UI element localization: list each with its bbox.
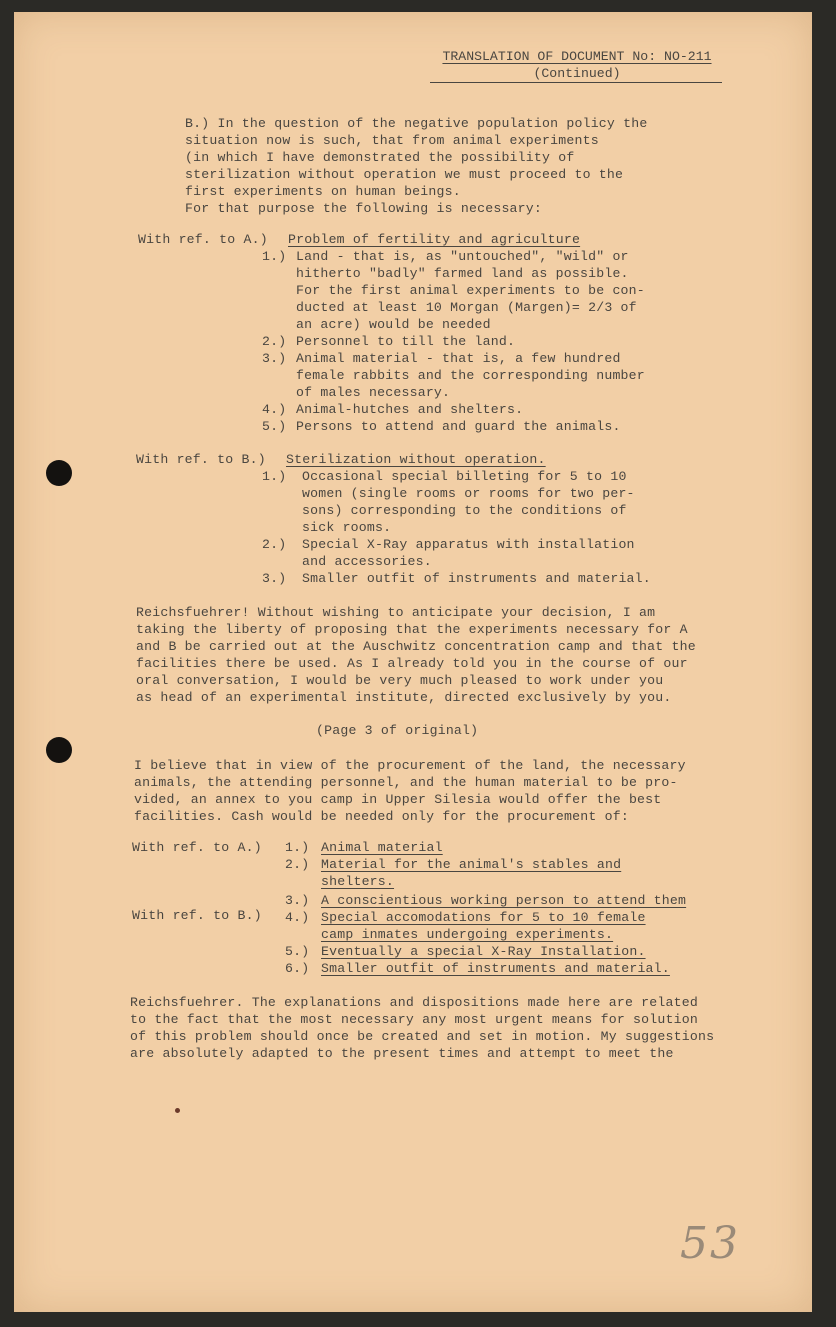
header-subtitle: (Continued) xyxy=(533,66,621,81)
punch-hole-bottom xyxy=(46,737,72,763)
ref-a-text: Animal-hutches and shelters. xyxy=(296,402,524,417)
ref-b-num: 2.) xyxy=(262,537,287,552)
believe-line: vided, an annex to you camp in Upper Silesia would offer the best xyxy=(134,792,662,807)
para-b-line: sterilization without operation we must proceed to the xyxy=(185,167,624,182)
believe-line: animals, the attending personnel, and the human material to be pro- xyxy=(134,775,678,790)
cash-text: shelters. xyxy=(321,874,395,889)
document-header xyxy=(432,48,722,82)
cash-text: A conscientious working person to attend them xyxy=(321,893,687,908)
ref-a-text: Land - that is, as "untouched", "wild" or xyxy=(296,249,629,264)
page-note: (Page 3 of original) xyxy=(316,723,479,738)
ref-b-heading: Sterilization without operation. xyxy=(286,452,546,467)
reichs1-line: facilities there be used. As I already told you in the course of our xyxy=(136,656,688,671)
ref-a-prefix: With ref. to A.) xyxy=(138,232,268,247)
ref-a-text: For the first animal experiments to be con- xyxy=(296,283,645,298)
ref-b-num: 1.) xyxy=(262,469,287,484)
reichs2-line: to the fact that the most necessary any most urgent means for solution xyxy=(130,1012,698,1027)
reichs1-line: and B be carried out at the Auschwitz concentration camp and that the xyxy=(136,639,696,654)
cash-num: 5.) xyxy=(285,944,310,959)
believe-line: I believe that in view of the procurement of the land, the necessary xyxy=(134,758,686,773)
reichs2-line: are absolutely adapted to the present times and attempt to meet the xyxy=(130,1046,674,1061)
cash-num: 3.) xyxy=(285,893,310,908)
para-b-line: For that purpose the following is necessary: xyxy=(185,201,543,216)
ref-a-text: Personnel to till the land. xyxy=(296,334,516,349)
reichs1-line: oral conversation, I would be very much pleased to work under you xyxy=(136,673,664,688)
cash-text: Smaller outfit of instruments and material. xyxy=(321,961,670,976)
ref-a-num: 5.) xyxy=(262,419,287,434)
ref-a-text: of males necessary. xyxy=(296,385,451,400)
ref-a-text: hitherto "badly" farmed land as possible. xyxy=(296,266,629,281)
cash-text: Special accomodations for 5 to 10 female xyxy=(321,910,646,925)
ink-spot xyxy=(175,1108,180,1113)
ref-b-text: women (single rooms or rooms for two per- xyxy=(302,486,635,501)
reichs1-line: taking the liberty of proposing that the experiments necessary for A xyxy=(136,622,688,637)
ref-b-text: sick rooms. xyxy=(302,520,392,535)
header-rule xyxy=(430,82,722,83)
punch-hole-top xyxy=(46,460,72,486)
para-b-line: situation now is such, that from animal experiments xyxy=(185,133,599,148)
cash-num: 1.) xyxy=(285,840,310,855)
ref-a-text: Animal material - that is, a few hundred xyxy=(296,351,621,366)
ref-b-prefix: With ref. to B.) xyxy=(136,452,266,467)
header-title: TRANSLATION OF DOCUMENT No: NO-211 xyxy=(442,49,712,64)
ref-b-num: 3.) xyxy=(262,571,287,586)
ref-a-num: 3.) xyxy=(262,351,287,366)
cash-num: 4.) xyxy=(285,910,310,925)
ref-a-text: ducted at least 10 Morgan (Margen)= 2/3 of xyxy=(296,300,637,315)
ref-b-text: sons) corresponding to the conditions of xyxy=(302,503,627,518)
ref-b-text: and accessories. xyxy=(302,554,432,569)
cash-text: camp inmates undergoing experiments. xyxy=(321,927,614,942)
ref-a-text: female rabbits and the corresponding number xyxy=(296,368,645,383)
reichs1-line: Reichsfuehrer! Without wishing to anticipate your decision, I am xyxy=(136,605,656,620)
cash-text: Eventually a special X-Ray Installation. xyxy=(321,944,646,959)
ref-b-text: Occasional special billeting for 5 to 10 xyxy=(302,469,627,484)
ref-a-num: 2.) xyxy=(262,334,287,349)
ref-a-text: Persons to attend and guard the animals. xyxy=(296,419,621,434)
handwritten-page-number: 53 xyxy=(680,1218,740,1269)
reichs1-line: as head of an experimental institute, directed exclusively by you. xyxy=(136,690,672,705)
cash-text: Animal material xyxy=(321,840,443,855)
ref-a-num: 1.) xyxy=(262,249,287,264)
para-b-line: (in which I have demonstrated the possibility of xyxy=(185,150,575,165)
cash-text: Material for the animal's stables and xyxy=(321,857,622,872)
reichs2-line: of this problem should once be created and set in motion. My suggestions xyxy=(130,1029,715,1044)
ref-b-text: Special X-Ray apparatus with installation xyxy=(302,537,635,552)
cash-prefix-b: With ref. to B.) xyxy=(132,908,262,923)
ref-a-num: 4.) xyxy=(262,402,287,417)
ref-a-text: an acre) would be needed xyxy=(296,317,491,332)
cash-num: 6.) xyxy=(285,961,310,976)
para-b-line: B.) In the question of the negative population policy the xyxy=(185,116,648,131)
believe-line: facilities. Cash would be needed only for the procurement of: xyxy=(134,809,629,824)
para-b-line: first experiments on human beings. xyxy=(185,184,461,199)
reichs2-line: Reichsfuehrer. The explanations and dispositions made here are related xyxy=(130,995,698,1010)
ref-b-text: Smaller outfit of instruments and material. xyxy=(302,571,651,586)
ref-a-heading: Problem of fertility and agriculture xyxy=(288,232,581,247)
cash-prefix-a: With ref. to A.) xyxy=(132,840,262,855)
cash-num: 2.) xyxy=(285,857,310,872)
